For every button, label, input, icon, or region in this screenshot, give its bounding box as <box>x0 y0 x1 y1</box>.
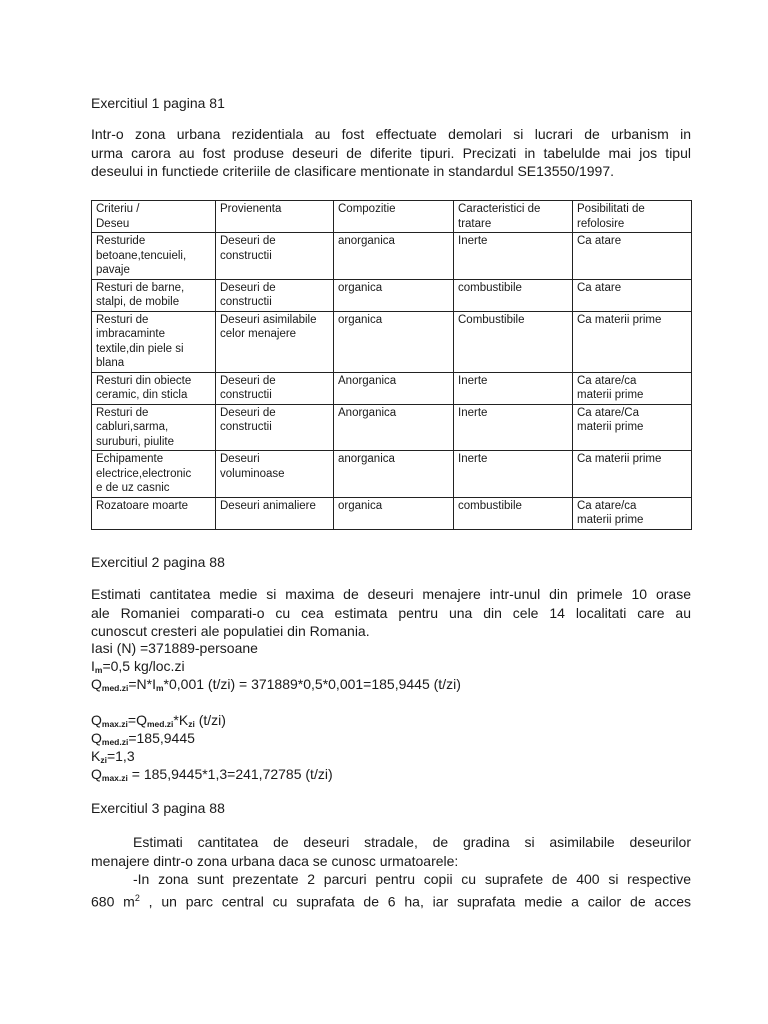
cell-text: organica <box>338 313 383 326</box>
table-header-row <box>92 201 692 233</box>
table-cell <box>92 233 216 280</box>
header-compozitie <box>334 201 454 233</box>
header-text: Provienenta <box>220 203 282 215</box>
exercise-2-heading: Exercitiul 2 pagina 88 <box>91 554 225 570</box>
area-continuation: , un parc central cu suprafata de 6 ha, iar suprafata medie a cailor de acces <box>139 893 691 910</box>
cell-text: Deseuri animaliere <box>220 499 316 512</box>
table-cell <box>454 404 573 451</box>
cell-text: combustibile <box>458 499 522 512</box>
cell-text: Resturi de barne, stalpi, de mobile <box>96 281 185 308</box>
cell-text: Deseuri de constructii <box>220 406 276 433</box>
formula-symbol: Q <box>91 766 102 782</box>
cell-text: Echipamente electrice,electronic e de uz casnic <box>96 453 192 494</box>
formula-subscript: med.zi <box>101 683 129 693</box>
formula-symbol: I <box>91 658 95 674</box>
table-cell <box>92 372 216 404</box>
table-cell <box>573 311 692 372</box>
formula-subscript: m <box>94 665 103 675</box>
formula-symbol: Q <box>91 730 102 746</box>
table-cell <box>573 497 692 529</box>
cell-text: Inerte <box>458 406 488 419</box>
formula-symbol: Q <box>91 712 102 728</box>
exercise-3-line: -In zona sunt prezentate 2 parcuri pentru copii cu suprafete de 400 si respective <box>133 871 691 887</box>
table-cell <box>216 497 334 529</box>
table-cell <box>216 451 334 498</box>
cell-text: Deseuri asimilabile celor menajere <box>220 313 317 340</box>
table-row <box>92 372 692 404</box>
formula-subscript: max.zi <box>101 719 128 729</box>
table-cell <box>573 279 692 311</box>
exercise-3-text <box>91 833 691 911</box>
formula-value: =1,3 <box>106 748 135 764</box>
exercise-1-line: Intr-o zona urbana rezidentiala au fost effectuate demolari si lucrari de urbanism in <box>91 126 691 142</box>
exercise-2-line: ale Romaniei comparati-o cu cea estimata pentru una din cele 14 localitati care au <box>91 604 691 621</box>
cell-text: organica <box>338 499 383 512</box>
exercise-2-line: Estimati cantitatea medie si maxima de deseuri menajere intr-unul din primele 10 orase <box>91 586 691 602</box>
cell-text: Ca atare <box>577 235 622 247</box>
exercise-1-text <box>91 125 691 181</box>
cell-text: Ca atare/Ca materii prime <box>577 406 644 433</box>
table-cell <box>454 233 573 280</box>
table-cell <box>216 279 334 311</box>
cell-text: Inerte <box>458 235 488 247</box>
header-text: Caracteristici de tratare <box>458 203 541 230</box>
table-cell <box>454 279 573 311</box>
formula-value: (t/zi) <box>194 712 226 728</box>
waste-classification-table <box>91 200 692 530</box>
table-cell <box>216 372 334 404</box>
table-cell <box>92 311 216 372</box>
cell-text: Ca materii prime <box>577 453 662 465</box>
exercise-1-line: deseului in functiede criteriile de clasificare mentionate in standardul SE13550/1997. <box>91 163 614 179</box>
table-cell <box>216 404 334 451</box>
table-row <box>92 233 692 280</box>
formula-qmax-result <box>91 765 333 787</box>
cell-text: Deseuri voluminoase <box>220 453 285 480</box>
formula-operator: =N*I <box>128 676 156 692</box>
exercise-2-text <box>91 585 691 641</box>
formula-population: Iasi (N) =371889-persoane <box>91 640 258 656</box>
table-cell <box>573 404 692 451</box>
cell-text: Anorganica <box>338 406 397 419</box>
formula-value: =0,5 kg/loc.zi <box>102 658 185 674</box>
table-cell <box>334 279 454 311</box>
exercise-2-line: cunoscut cresteri ale populatiei din Romania. <box>91 623 370 639</box>
exercise-3-heading: Exercitiul 3 pagina 88 <box>91 800 225 816</box>
cell-text: Resturide betoane,tencuieli, pavaje <box>96 235 187 276</box>
table-row <box>92 497 692 529</box>
table-cell <box>92 279 216 311</box>
table-cell <box>92 451 216 498</box>
table-row <box>92 279 692 311</box>
cell-text: Inerte <box>458 453 488 465</box>
table-cell <box>334 233 454 280</box>
formula-value: =185,9445 <box>128 730 195 746</box>
cell-text: Deseuri de constructii <box>220 374 276 401</box>
cell-text: Inerte <box>458 374 488 387</box>
table-cell <box>92 404 216 451</box>
cell-text: Resturi de imbracaminte textile,din piele si blana <box>96 313 184 369</box>
table-cell <box>92 497 216 529</box>
table-row <box>92 451 692 498</box>
cell-text: Ca materii prime <box>577 313 662 326</box>
table-cell <box>573 372 692 404</box>
area-value: 680 m <box>91 893 135 910</box>
formula-subscript: med.zi <box>101 737 129 747</box>
formula-subscript: max.zi <box>101 773 128 783</box>
table-cell <box>334 451 454 498</box>
formula-value: = 185,9445*1,3=241,72785 (t/zi) <box>127 766 333 782</box>
header-posibilitati <box>573 201 692 233</box>
table-cell <box>334 497 454 529</box>
table-cell <box>573 451 692 498</box>
formula-subscript: zi <box>100 755 107 765</box>
formula-subscript: zi <box>188 719 195 729</box>
formula-value: *0,001 (t/zi) = 371889*0,5*0,001=185,9445 (t/zi) <box>163 676 461 692</box>
cell-text: Ca atare/ca materii prime <box>577 374 644 401</box>
table-cell <box>454 497 573 529</box>
cell-text: Combustibile <box>458 313 525 326</box>
cell-text: Anorganica <box>338 374 397 387</box>
table-cell <box>454 451 573 498</box>
formula-qmed <box>91 675 461 697</box>
header-provenienta <box>216 201 334 233</box>
table-cell <box>454 372 573 404</box>
exercise-1-heading: Exercitiul 1 pagina 81 <box>91 95 225 111</box>
formula-operator: *K <box>173 712 189 728</box>
header-criteriu <box>92 201 216 233</box>
cell-text: anorganica <box>338 235 395 247</box>
formula-subscript: med.zi <box>146 719 174 729</box>
table-cell <box>573 233 692 280</box>
cell-text: Resturi din obiecte ceramic, din sticla <box>96 374 192 401</box>
formula-symbol: K <box>91 748 101 764</box>
area-exponent: 2 <box>134 892 140 903</box>
cell-text: Ca atare/ca materii prime <box>577 499 644 526</box>
cell-text: Deseuri de constructii <box>220 235 276 262</box>
cell-text: Deseuri de constructii <box>220 281 276 308</box>
cell-text: Rozatoare moarte <box>96 499 189 512</box>
table-cell <box>334 372 454 404</box>
exercise-3-line <box>91 889 691 911</box>
cell-text: organica <box>338 281 383 294</box>
header-caracteristici <box>454 201 573 233</box>
exercise-1-line: urma carora au fost produse deseuri de diferite tipuri. Precizati in tabelulde mai jos tipul <box>91 144 691 161</box>
header-text: Posibilitati de refolosire <box>577 203 645 230</box>
table-cell <box>334 404 454 451</box>
cell-text: Resturi de cabluri,sarma, suruburi, piulite <box>96 406 174 448</box>
cell-text: anorganica <box>338 453 395 465</box>
exercise-3-line: Estimati cantitatea de deseuri stradale, de gradina si asimilabile deseurilor <box>133 834 691 850</box>
table-cell <box>334 311 454 372</box>
formula-operator: =Q <box>127 712 147 728</box>
table-row <box>92 404 692 451</box>
formula-symbol: Q <box>91 676 102 692</box>
table-cell <box>216 233 334 280</box>
formula-subscript: m <box>155 683 164 693</box>
exercise-3-line: menajere dintr-o zona urbana daca se cunosc urmatoarele: <box>91 852 459 869</box>
header-text: Compozitie <box>338 203 396 215</box>
cell-text: Ca atare <box>577 281 622 294</box>
header-text: Criteriu / Deseu <box>96 203 140 230</box>
table-cell <box>216 311 334 372</box>
table-cell <box>454 311 573 372</box>
table-row <box>92 311 692 372</box>
cell-text: combustibile <box>458 281 522 294</box>
